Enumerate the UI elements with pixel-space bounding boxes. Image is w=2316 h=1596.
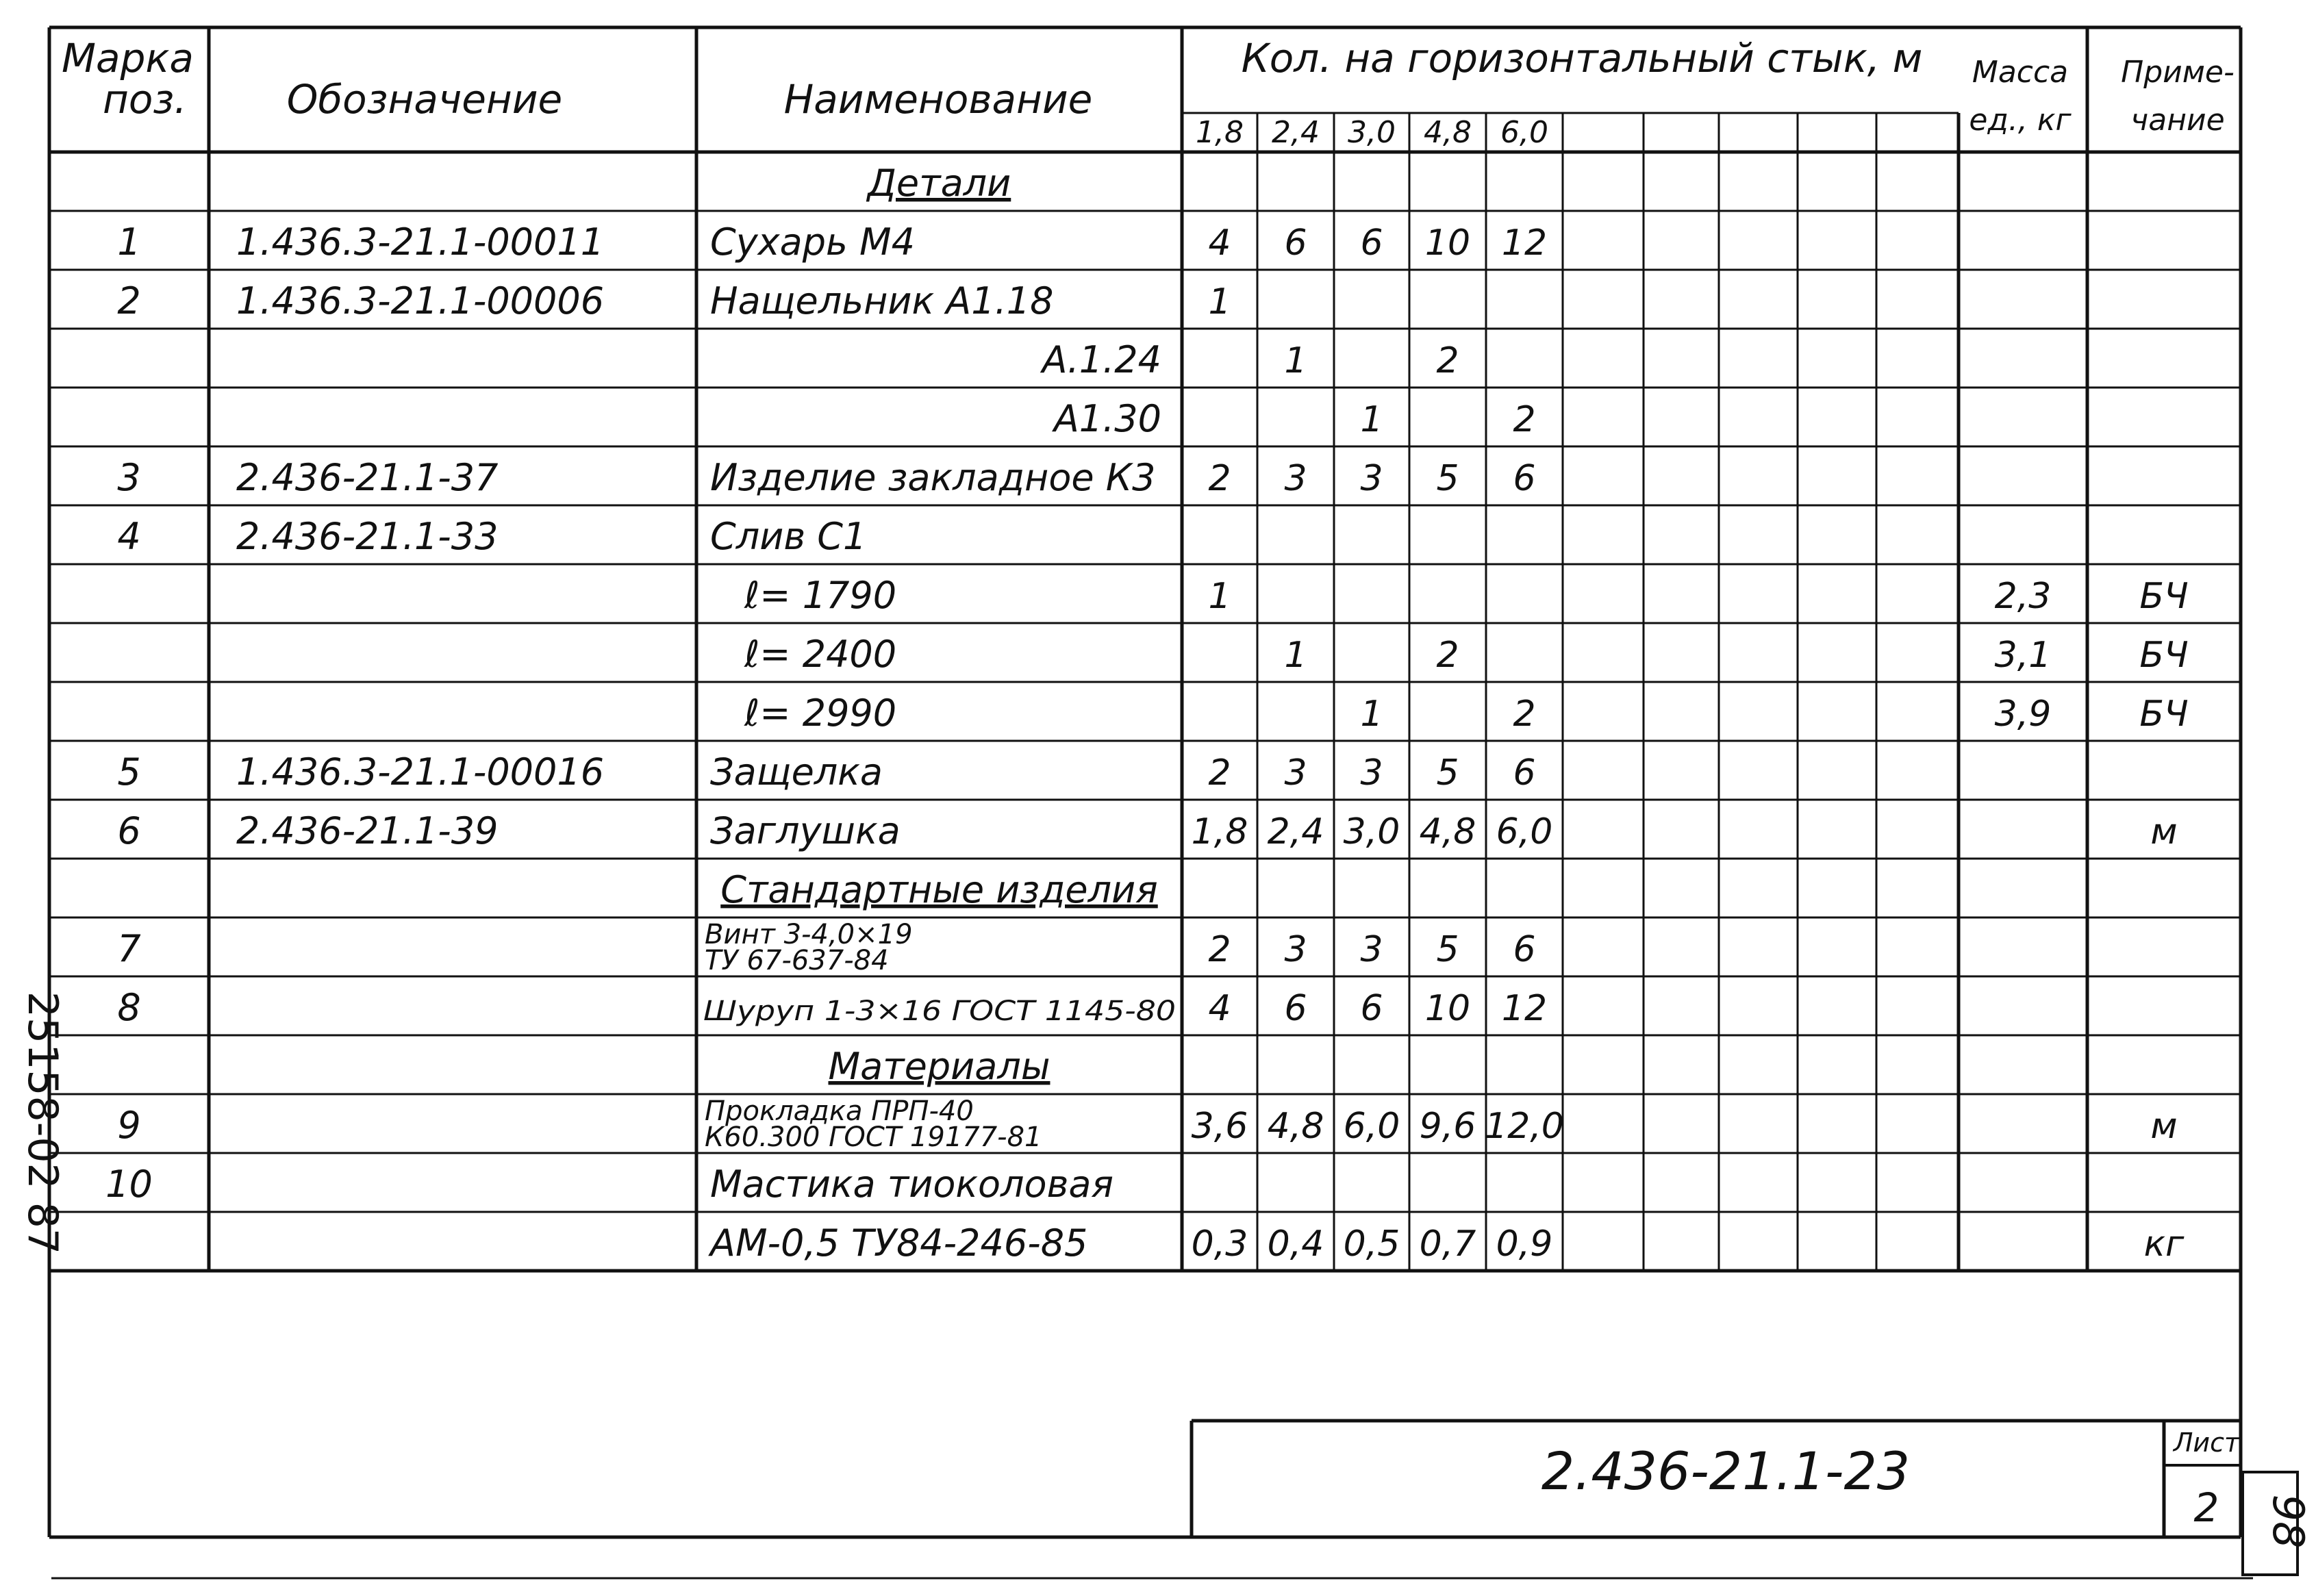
row-designation: 1.436.3-21.1-00016 (236, 750, 605, 794)
row-name: Винт 3-4,0×19 (705, 919, 913, 950)
qty-cell: 6 (1284, 223, 1307, 264)
qty-cell: 6 (1284, 988, 1307, 1029)
qty-cell: 5 (1436, 752, 1459, 794)
row-name: Заглушка (710, 809, 901, 852)
qty-cell: 10 (1424, 988, 1471, 1029)
note-cell: БЧ (2139, 576, 2189, 617)
row-name: ℓ= 2400 (744, 633, 897, 676)
qty-cell: 3 (1360, 458, 1383, 499)
qty-cell: 0,4 (1267, 1224, 1324, 1265)
table-row (117, 279, 1231, 322)
side-number: 25158-02 87 (18, 991, 66, 1255)
section-title: Детали (867, 162, 1011, 205)
table-row (117, 986, 1547, 1029)
qty-cell: 2 (1436, 340, 1459, 381)
table-row (744, 633, 2189, 676)
row-name: Шуруп 1-3×16 ГОСТ 1145-80 (703, 996, 1176, 1027)
qty-col-head: 6,0 (1500, 115, 1548, 150)
row-designation: 1.436.3-21.1-00011 (236, 220, 605, 264)
qty-cell: 3 (1284, 752, 1307, 794)
row-pos: 9 (117, 1104, 141, 1147)
qty-cell: 6 (1360, 223, 1383, 264)
row-name: Слив С1 (710, 515, 867, 558)
table-row (117, 220, 1547, 264)
row-pos: 10 (105, 1163, 153, 1206)
table-row (1040, 338, 1459, 381)
qty-cell: 1 (1208, 281, 1231, 322)
row-name: ℓ= 2990 (744, 692, 897, 735)
row-name: Изделие закладное К3 (710, 456, 1156, 499)
qty-col-head: 3,0 (1348, 115, 1396, 150)
qty-col-head: 4,8 (1424, 115, 1472, 150)
qty-cell: 12 (1501, 988, 1548, 1029)
qty-cell: 6,0 (1496, 811, 1553, 852)
qty-cell: 2,4 (1267, 811, 1324, 852)
qty-col-head: 1,8 (1196, 115, 1244, 150)
table-row (117, 456, 1535, 499)
qty-cell: 6,0 (1343, 1106, 1400, 1147)
qty-cell: 2 (1513, 694, 1536, 735)
table-row (708, 1221, 2185, 1265)
row-name: А.1.24 (1042, 338, 1161, 381)
qty-cell: 12,0 (1485, 1106, 1564, 1147)
note-cell: м (2150, 811, 2178, 852)
qty-cell: 3 (1360, 929, 1383, 970)
section-title: Стандартные изделия (720, 868, 1158, 911)
row-pos: 6 (117, 809, 141, 852)
row-designation: 2.436-21.1-39 (236, 809, 499, 852)
header-mark: Марка (62, 35, 194, 81)
header-mass-line2: ед., кг (1969, 103, 2072, 138)
qty-cell: 0,9 (1496, 1224, 1553, 1265)
table-header (62, 35, 2235, 138)
qty-cell: 2 (1208, 458, 1231, 499)
row-name: Нащельник А1.18 (710, 279, 1054, 322)
table-row (117, 750, 1535, 794)
qty-cell: 4,8 (1267, 1106, 1324, 1147)
qty-cell: 0,5 (1343, 1224, 1400, 1265)
qty-cell: 2 (1513, 399, 1536, 440)
qty-cell: 1,8 (1191, 811, 1248, 852)
qty-cell: 2 (1208, 752, 1231, 794)
row-pos: 7 (117, 927, 141, 970)
sheet-label: Лист (2173, 1428, 2240, 1458)
row-pos: 8 (117, 986, 141, 1029)
page-number: 98 (2263, 1494, 2313, 1549)
header-designation: Обозначение (286, 76, 563, 123)
table-row (744, 692, 2189, 735)
qty-cell: 1 (1284, 635, 1307, 676)
qty-cell: 3 (1360, 752, 1383, 794)
row-name: Мастика тиоколовая (710, 1163, 1113, 1206)
table-row (117, 919, 1535, 976)
qty-cell: 6 (1360, 988, 1383, 1029)
qty-cell: 4 (1208, 988, 1231, 1029)
note-cell: БЧ (2139, 694, 2189, 735)
table-row (744, 574, 2189, 617)
row-pos: 4 (117, 515, 141, 558)
row-designation: 2.436-21.1-37 (236, 456, 499, 499)
qty-cell: 10 (1424, 223, 1471, 264)
row-name-line2: К60.300 ГОСТ 19177-81 (705, 1122, 1042, 1153)
table-row (117, 1095, 2177, 1153)
table-row (720, 868, 1158, 911)
mass-cell: 2,3 (1994, 576, 2052, 617)
row-designation: 1.436.3-21.1-00006 (236, 279, 605, 322)
table-row (117, 809, 2177, 852)
table-row (1052, 397, 1536, 440)
note-cell: м (2150, 1106, 2178, 1147)
mass-cell: 3,1 (1994, 635, 2052, 676)
qty-cell: 0,3 (1191, 1224, 1248, 1265)
qty-cell: 1 (1284, 340, 1307, 381)
table-row (829, 1045, 1050, 1088)
quantity-column-heads (1196, 115, 1548, 150)
header-name: Наименование (783, 76, 1093, 123)
table-row (866, 162, 1011, 205)
qty-cell: 3,6 (1191, 1106, 1248, 1147)
qty-cell: 5 (1436, 929, 1459, 970)
row-pos: 1 (117, 220, 141, 264)
row-name: АМ-0,5 ТУ84-246-85 (710, 1221, 1088, 1265)
qty-cell: 5 (1436, 458, 1459, 499)
qty-cell: 6 (1513, 458, 1536, 499)
qty-cell: 6 (1513, 929, 1536, 970)
qty-cell: 2 (1208, 929, 1231, 970)
qty-cell: 4 (1208, 223, 1231, 264)
row-designation: 2.436-21.1-33 (236, 515, 499, 558)
qty-cell: 0,7 (1419, 1224, 1476, 1265)
qty-cell: 2 (1436, 635, 1459, 676)
row-name: ℓ= 1790 (744, 574, 897, 617)
table-row (105, 1163, 1113, 1206)
header-note-line2: чание (2130, 103, 2225, 138)
qty-cell: 6 (1513, 752, 1536, 794)
qty-cell: 3 (1284, 458, 1307, 499)
qty-cell: 12 (1501, 223, 1548, 264)
row-name: А1.30 (1053, 397, 1161, 440)
row-name: Защелка (710, 750, 883, 794)
header-qty-title: Кол. на горизонтальный стык, м (1241, 35, 1923, 81)
header-pos: поз. (103, 76, 187, 123)
qty-cell: 4,8 (1419, 811, 1476, 852)
qty-cell: 3,0 (1343, 811, 1400, 852)
title-block (1541, 1428, 2241, 1531)
qty-cell: 1 (1360, 399, 1383, 440)
qty-cell: 9,6 (1419, 1106, 1476, 1147)
row-pos: 3 (117, 456, 141, 499)
mass-cell: 3,9 (1994, 694, 2052, 735)
qty-cell: 1 (1360, 694, 1383, 735)
note-cell: кг (2143, 1224, 2185, 1265)
row-pos: 5 (117, 750, 141, 794)
header-note-line1: Приме- (2121, 55, 2235, 90)
doc-code: 2.436-21.1-23 (1541, 1441, 1911, 1502)
note-cell: БЧ (2139, 635, 2189, 676)
qty-cell: 3 (1284, 929, 1307, 970)
section-title: Материалы (828, 1045, 1050, 1088)
header-mass-line1: Масса (1972, 55, 2069, 90)
row-name: Прокладка ПРП-40 (705, 1095, 974, 1127)
sheet-number: 2 (2193, 1484, 2219, 1531)
row-pos: 2 (117, 279, 141, 322)
row-name: Сухарь М4 (710, 220, 915, 264)
qty-cell: 1 (1208, 576, 1231, 617)
qty-col-head: 2,4 (1272, 115, 1320, 150)
row-name-line2: ТУ 67-637-84 (705, 945, 889, 976)
table-row (117, 515, 866, 558)
